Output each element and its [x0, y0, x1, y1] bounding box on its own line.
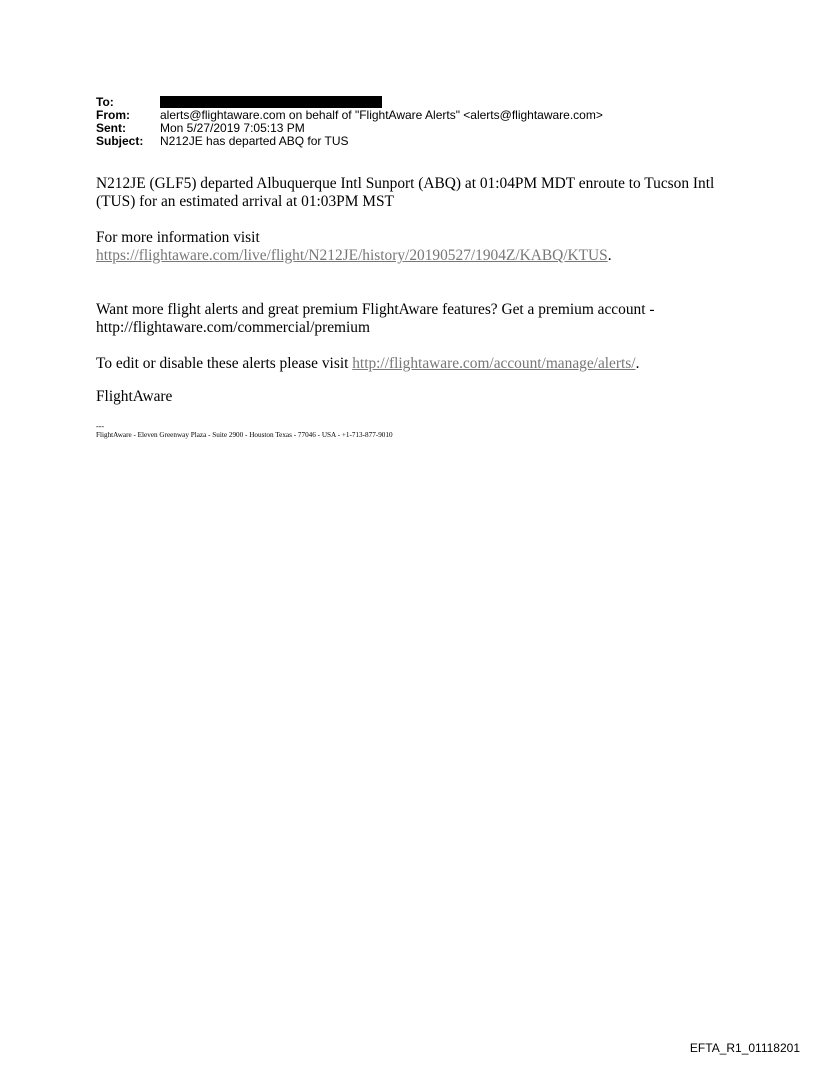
footer-separator: --- — [96, 422, 104, 431]
departure-paragraph: N212JE (GLF5) departed Albuquerque Intl Sunport (ABQ) at 01:04PM MDT enroute to Tucson Intl (TUS) for an estimated arrival at 01:03PM MST — [96, 175, 715, 210]
signature: FlightAware — [96, 388, 173, 405]
subject-row — [96, 135, 603, 148]
flight-history-link[interactable]: https://flightaware.com/live/flight/N212JE/history/20190527/1904Z/KABQ/KTUS — [96, 247, 608, 264]
from-value: alerts@flightaware.com on behalf of "FlightAware Alerts" <alerts@flightaware.com> — [160, 108, 603, 122]
sent-value: Mon 5/27/2019 7:05:13 PM — [160, 121, 305, 135]
sent-label: Sent: — [96, 121, 126, 135]
subject-value: N212JE has departed ABQ for TUS — [160, 134, 349, 148]
bates-number: EFTA_R1_01118201 — [689, 1041, 800, 1055]
from-label: From: — [96, 108, 130, 122]
more-info-text: For more information visit — [96, 229, 260, 246]
to-label: To: — [96, 95, 114, 109]
email-body — [96, 175, 736, 406]
subject-label: Subject: — [96, 134, 144, 148]
edit-alerts-paragraph: To edit or disable these alerts please visit http://flightaware.com/account/manage/alerts/. — [96, 355, 640, 372]
more-info-paragraph: For more information visit https://flightaware.com/live/flight/N212JE/history/20190527/1904Z/KABQ/KTUS. — [96, 229, 612, 264]
footer-address: FlightAware - Eleven Greenway Plaza - Suite 2900 - Houston Texas - 77046 - USA - +1-713-877-9010 — [96, 431, 393, 439]
email-header — [96, 96, 603, 148]
manage-alerts-link[interactable]: http://flightaware.com/account/manage/alerts/ — [352, 355, 636, 372]
premium-paragraph: Want more flight alerts and great premium FlightAware features? Get a premium account - http://flightaware.com/commercial/premium — [96, 301, 655, 336]
redaction-block — [160, 96, 382, 108]
edit-alerts-text: To edit or disable these alerts please visit — [96, 355, 353, 372]
